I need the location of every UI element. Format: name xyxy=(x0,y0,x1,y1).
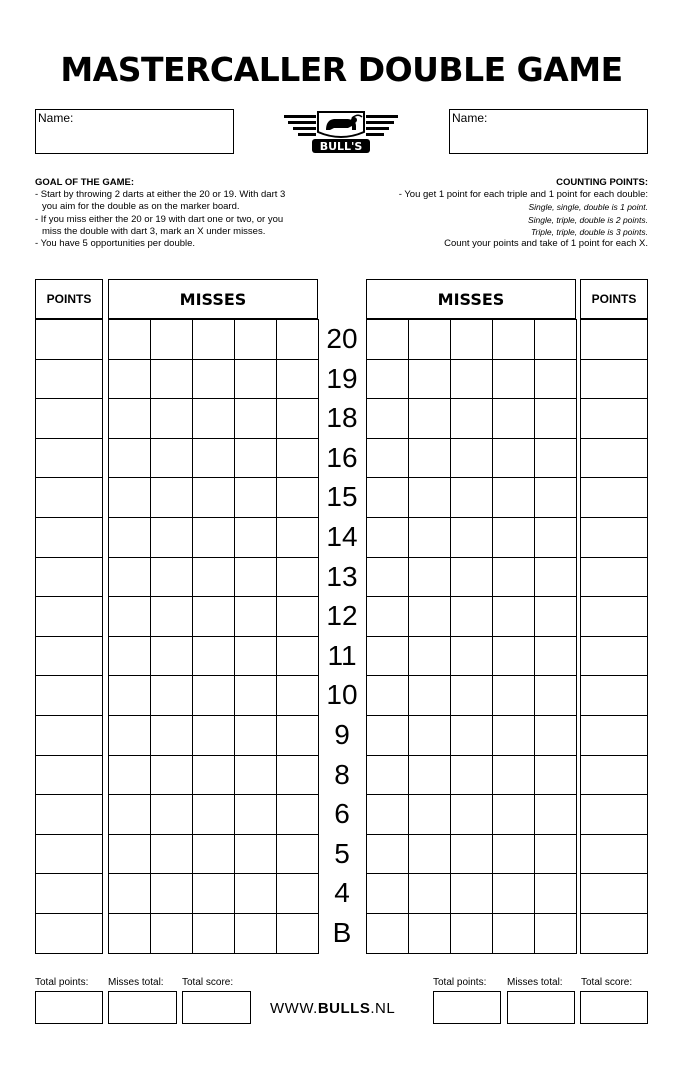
goal-line: - Start by throwing 2 darts at either the 20 or 19. With dart 3 xyxy=(35,189,286,201)
miss-cell-left[interactable] xyxy=(108,675,151,716)
miss-cell-left[interactable] xyxy=(192,319,235,360)
points-cell-left[interactable] xyxy=(35,913,103,954)
miss-cell-right[interactable] xyxy=(366,794,409,835)
total-score-box-right[interactable] xyxy=(580,991,648,1024)
miss-cell-left[interactable] xyxy=(108,834,151,875)
miss-cell-right[interactable] xyxy=(366,557,409,598)
miss-cell-left[interactable] xyxy=(108,398,151,439)
miss-cell-right[interactable] xyxy=(408,715,451,756)
miss-cell-left[interactable] xyxy=(234,398,277,439)
bulls-logo xyxy=(282,108,400,156)
miss-cell-right[interactable] xyxy=(534,398,577,439)
url-suffix: .NL xyxy=(370,1000,396,1017)
miss-cell-right[interactable] xyxy=(534,557,577,598)
miss-cell-left[interactable] xyxy=(192,557,235,598)
miss-cell-right[interactable] xyxy=(366,675,409,716)
miss-cell-right[interactable] xyxy=(492,517,535,558)
points-cell-right[interactable] xyxy=(580,636,648,677)
total-points-box-right[interactable] xyxy=(433,991,501,1024)
miss-cell-right[interactable] xyxy=(450,873,493,914)
url-brand: BULLS xyxy=(317,1000,371,1017)
counting-heading: COUNTING POINTS: xyxy=(556,177,648,188)
total-score-label-right: Total score: xyxy=(581,977,633,988)
target-number: 8 xyxy=(334,758,350,790)
miss-cell-left[interactable] xyxy=(192,359,235,400)
points-cell-right[interactable] xyxy=(580,477,648,518)
points-cell-right[interactable] xyxy=(580,755,648,796)
miss-cell-right[interactable] xyxy=(492,834,535,875)
miss-cell-right[interactable] xyxy=(534,359,577,400)
miss-cell-left[interactable] xyxy=(192,913,235,954)
miss-cell-right[interactable] xyxy=(534,319,577,360)
target-number: 13 xyxy=(326,560,358,592)
miss-cell-right[interactable] xyxy=(450,636,493,677)
miss-cell-left[interactable] xyxy=(150,359,193,400)
miss-cell-left[interactable] xyxy=(108,438,151,479)
points-cell-left[interactable] xyxy=(35,675,103,716)
target-number: 14 xyxy=(326,521,358,552)
miss-cell-right[interactable] xyxy=(408,834,451,875)
miss-cell-left[interactable] xyxy=(150,477,193,518)
points-cell-left[interactable] xyxy=(35,398,103,439)
miss-cell-left[interactable] xyxy=(276,834,319,875)
miss-cell-right[interactable] xyxy=(492,755,535,796)
miss-cell-left[interactable] xyxy=(192,794,235,835)
miss-cell-right[interactable] xyxy=(366,715,409,756)
miss-cell-right[interactable] xyxy=(534,913,577,954)
target-number: 4 xyxy=(334,877,350,909)
miss-cell-left[interactable] xyxy=(276,873,319,914)
logo-text: BULL'S xyxy=(319,140,363,153)
goal-heading: GOAL OF THE GAME: xyxy=(35,177,135,188)
miss-cell-left[interactable] xyxy=(150,596,193,637)
miss-cell-right[interactable] xyxy=(450,477,493,518)
points-cell-right[interactable] xyxy=(580,557,648,598)
points-cell-left[interactable] xyxy=(35,873,103,914)
miss-cell-right[interactable] xyxy=(534,636,577,677)
miss-cell-left[interactable] xyxy=(234,755,277,796)
miss-cell-right[interactable] xyxy=(450,557,493,598)
name-field-left[interactable] xyxy=(35,109,234,154)
goal-line: - You have 5 opportunities per double. xyxy=(35,238,196,250)
miss-cell-right[interactable] xyxy=(450,794,493,835)
miss-cell-right[interactable] xyxy=(408,596,451,637)
miss-cell-right[interactable] xyxy=(492,557,535,598)
miss-cell-right[interactable] xyxy=(408,557,451,598)
miss-cell-right[interactable] xyxy=(450,517,493,558)
points-cell-left[interactable] xyxy=(35,596,103,637)
miss-cell-left[interactable] xyxy=(276,675,319,716)
goal-line: - If you miss either the 20 or 19 with dart one or two, or you xyxy=(35,213,284,225)
miss-cell-right[interactable] xyxy=(534,873,577,914)
page-title: MASTERCALLER DOUBLE GAME xyxy=(60,50,623,89)
goal-line: you aim for the double as on the marker board. xyxy=(42,201,240,213)
miss-cell-right[interactable] xyxy=(492,398,535,439)
target-number: 20 xyxy=(326,323,358,354)
miss-cell-right[interactable] xyxy=(408,636,451,677)
miss-cell-right[interactable] xyxy=(408,794,451,835)
miss-cell-right[interactable] xyxy=(408,438,451,479)
points-cell-left[interactable] xyxy=(35,557,103,598)
miss-cell-left[interactable] xyxy=(108,636,151,677)
miss-cell-left[interactable] xyxy=(150,398,193,439)
miss-cell-right[interactable] xyxy=(534,755,577,796)
miss-cell-right[interactable] xyxy=(408,319,451,360)
miss-cell-left[interactable] xyxy=(234,675,277,716)
miss-cell-left[interactable] xyxy=(234,834,277,875)
miss-cell-left[interactable] xyxy=(108,873,151,914)
points-cell-left[interactable] xyxy=(35,359,103,400)
miss-cell-right[interactable] xyxy=(366,755,409,796)
miss-cell-right[interactable] xyxy=(534,438,577,479)
miss-cell-left[interactable] xyxy=(192,755,235,796)
miss-cell-right[interactable] xyxy=(450,834,493,875)
miss-cell-right[interactable] xyxy=(366,873,409,914)
miss-cell-right[interactable] xyxy=(408,359,451,400)
miss-cell-right[interactable] xyxy=(450,438,493,479)
miss-cell-left[interactable] xyxy=(192,834,235,875)
website-url[interactable] xyxy=(270,1000,395,1017)
miss-cell-right[interactable] xyxy=(534,675,577,716)
miss-cell-left[interactable] xyxy=(150,438,193,479)
miss-cell-right[interactable] xyxy=(492,794,535,835)
miss-cell-left[interactable] xyxy=(276,636,319,677)
name-label-left: Name: xyxy=(38,111,74,125)
miss-cell-right[interactable] xyxy=(492,438,535,479)
miss-cell-right[interactable] xyxy=(492,675,535,716)
url-prefix: WWW. xyxy=(270,1000,318,1017)
points-cell-left[interactable] xyxy=(35,636,103,677)
misses-total-box-right[interactable] xyxy=(507,991,575,1024)
miss-cell-right[interactable] xyxy=(492,319,535,360)
miss-cell-right[interactable] xyxy=(366,596,409,637)
miss-cell-left[interactable] xyxy=(150,319,193,360)
miss-cell-right[interactable] xyxy=(408,398,451,439)
name-label-right: Name: xyxy=(452,111,488,125)
miss-cell-right[interactable] xyxy=(450,715,493,756)
points-cell-left[interactable] xyxy=(35,477,103,518)
points-cell-left[interactable] xyxy=(35,319,103,360)
miss-cell-right[interactable] xyxy=(366,517,409,558)
points-cell-right[interactable] xyxy=(580,794,648,835)
miss-cell-left[interactable] xyxy=(192,398,235,439)
total-points-label-right: Total points: xyxy=(433,977,487,988)
miss-cell-left[interactable] xyxy=(192,596,235,637)
miss-cell-left[interactable] xyxy=(276,794,319,835)
target-number: 11 xyxy=(327,639,357,671)
miss-cell-right[interactable] xyxy=(408,873,451,914)
miss-cell-right[interactable] xyxy=(366,913,409,954)
miss-cell-right[interactable] xyxy=(492,596,535,637)
miss-cell-right[interactable] xyxy=(366,438,409,479)
miss-cell-right[interactable] xyxy=(366,636,409,677)
goal-line: miss the double with dart 3, mark an X under misses. xyxy=(42,225,266,237)
miss-cell-left[interactable] xyxy=(192,438,235,479)
miss-cell-left[interactable] xyxy=(150,834,193,875)
miss-cell-left[interactable] xyxy=(276,359,319,400)
miss-cell-left[interactable] xyxy=(108,557,151,598)
miss-cell-right[interactable] xyxy=(366,477,409,518)
miss-cell-left[interactable] xyxy=(234,794,277,835)
miss-cell-left[interactable] xyxy=(234,715,277,756)
miss-cell-right[interactable] xyxy=(450,319,493,360)
miss-cell-left[interactable] xyxy=(192,873,235,914)
miss-cell-right[interactable] xyxy=(408,675,451,716)
counting-example: Triple, triple, double is 3 points. xyxy=(530,226,648,237)
miss-cell-right[interactable] xyxy=(534,834,577,875)
miss-cell-right[interactable] xyxy=(450,398,493,439)
target-number: 5 xyxy=(334,837,350,869)
misses-header-right: MISSES xyxy=(366,279,576,319)
points-cell-left[interactable] xyxy=(35,755,103,796)
target-number: 10 xyxy=(326,679,358,711)
miss-cell-left[interactable] xyxy=(276,477,319,518)
misses-total-label-right: Misses total: xyxy=(507,977,563,988)
miss-cell-right[interactable] xyxy=(450,596,493,637)
miss-cell-left[interactable] xyxy=(150,794,193,835)
miss-cell-left[interactable] xyxy=(276,913,319,954)
total-score-box-left[interactable] xyxy=(182,991,251,1024)
goal-section xyxy=(35,177,335,250)
miss-cell-right[interactable] xyxy=(492,873,535,914)
miss-cell-left[interactable] xyxy=(276,755,319,796)
miss-cell-left[interactable] xyxy=(150,755,193,796)
points-cell-right[interactable] xyxy=(580,438,648,479)
miss-cell-left[interactable] xyxy=(108,794,151,835)
miss-cell-left[interactable] xyxy=(234,557,277,598)
miss-cell-right[interactable] xyxy=(492,359,535,400)
miss-cell-right[interactable] xyxy=(366,319,409,360)
miss-cell-left[interactable] xyxy=(192,715,235,756)
miss-cell-right[interactable] xyxy=(534,517,577,558)
points-cell-right[interactable] xyxy=(580,596,648,637)
points-header-right: POINTS xyxy=(580,279,648,319)
target-number: 12 xyxy=(326,600,358,632)
miss-cell-left[interactable] xyxy=(108,319,151,360)
points-cell-right[interactable] xyxy=(580,715,648,756)
miss-cell-left[interactable] xyxy=(192,636,235,677)
points-cell-right[interactable] xyxy=(580,913,648,954)
miss-cell-left[interactable] xyxy=(234,873,277,914)
miss-cell-left[interactable] xyxy=(234,913,277,954)
miss-cell-left[interactable] xyxy=(150,675,193,716)
miss-cell-left[interactable] xyxy=(276,517,319,558)
target-number: 6 xyxy=(334,798,350,830)
target-number: B xyxy=(332,917,352,948)
miss-cell-right[interactable] xyxy=(366,398,409,439)
target-number: 19 xyxy=(326,362,358,394)
miss-cell-right[interactable] xyxy=(450,913,493,954)
miss-cell-left[interactable] xyxy=(234,359,277,400)
miss-cell-right[interactable] xyxy=(450,359,493,400)
points-cell-left[interactable] xyxy=(35,794,103,835)
miss-cell-right[interactable] xyxy=(534,596,577,637)
miss-cell-right[interactable] xyxy=(450,675,493,716)
miss-cell-left[interactable] xyxy=(192,517,235,558)
miss-cell-right[interactable] xyxy=(408,755,451,796)
miss-cell-left[interactable] xyxy=(276,596,319,637)
miss-cell-left[interactable] xyxy=(150,715,193,756)
miss-cell-left[interactable] xyxy=(234,438,277,479)
misses-total-label-left: Misses total: xyxy=(108,977,164,988)
target-number: 15 xyxy=(326,481,358,513)
miss-cell-right[interactable] xyxy=(534,715,577,756)
points-cell-left[interactable] xyxy=(35,834,103,875)
counting-example: Single, triple, double is 2 points. xyxy=(527,214,648,225)
miss-cell-left[interactable] xyxy=(108,477,151,518)
miss-cell-right[interactable] xyxy=(408,477,451,518)
miss-cell-left[interactable] xyxy=(234,477,277,518)
miss-cell-left[interactable] xyxy=(108,517,151,558)
miss-cell-left[interactable] xyxy=(234,319,277,360)
miss-cell-left[interactable] xyxy=(276,398,319,439)
target-number: 9 xyxy=(334,719,350,750)
total-points-box-left[interactable] xyxy=(35,991,103,1024)
miss-cell-left[interactable] xyxy=(150,557,193,598)
miss-cell-left[interactable] xyxy=(150,873,193,914)
total-score-label-left: Total score: xyxy=(182,977,234,988)
miss-cell-left[interactable] xyxy=(234,517,277,558)
target-number: 16 xyxy=(326,441,358,473)
miss-cell-left[interactable] xyxy=(108,596,151,637)
miss-cell-left[interactable] xyxy=(108,715,151,756)
points-cell-left[interactable] xyxy=(35,517,103,558)
miss-cell-right[interactable] xyxy=(408,913,451,954)
counting-line: Count your points and take of 1 point for each X. xyxy=(444,238,648,250)
miss-cell-left[interactable] xyxy=(192,675,235,716)
misses-total-box-left[interactable] xyxy=(108,991,177,1024)
miss-cell-right[interactable] xyxy=(492,636,535,677)
miss-cell-right[interactable] xyxy=(534,477,577,518)
points-cell-right[interactable] xyxy=(580,873,648,914)
miss-cell-left[interactable] xyxy=(150,517,193,558)
total-points-label-left: Total points: xyxy=(35,977,89,988)
miss-cell-left[interactable] xyxy=(108,913,151,954)
points-cell-right[interactable] xyxy=(580,517,648,558)
miss-cell-left[interactable] xyxy=(276,715,319,756)
counting-line: - You get 1 point for each triple and 1 point for each double: xyxy=(398,189,648,201)
counting-example: Single, single, double is 1 point. xyxy=(528,202,648,213)
miss-cell-left[interactable] xyxy=(150,636,193,677)
miss-cell-right[interactable] xyxy=(450,755,493,796)
miss-cell-right[interactable] xyxy=(366,359,409,400)
misses-header-left: MISSES xyxy=(108,279,318,319)
miss-cell-left[interactable] xyxy=(108,755,151,796)
points-cell-right[interactable] xyxy=(580,319,648,360)
target-number: 18 xyxy=(326,402,358,434)
points-cell-right[interactable] xyxy=(580,675,648,716)
miss-cell-right[interactable] xyxy=(534,794,577,835)
points-header-left: POINTS xyxy=(35,279,103,319)
miss-cell-right[interactable] xyxy=(366,834,409,875)
miss-cell-left[interactable] xyxy=(276,438,319,479)
miss-cell-left[interactable] xyxy=(234,636,277,677)
points-cell-right[interactable] xyxy=(580,398,648,439)
miss-cell-left[interactable] xyxy=(234,596,277,637)
points-cell-right[interactable] xyxy=(580,834,648,875)
name-field-right[interactable] xyxy=(449,109,648,154)
miss-cell-right[interactable] xyxy=(492,477,535,518)
points-cell-left[interactable] xyxy=(35,438,103,479)
miss-cell-right[interactable] xyxy=(492,913,535,954)
points-cell-right[interactable] xyxy=(580,359,648,400)
miss-cell-left[interactable] xyxy=(276,319,319,360)
miss-cell-right[interactable] xyxy=(492,715,535,756)
miss-cell-left[interactable] xyxy=(108,359,151,400)
miss-cell-left[interactable] xyxy=(276,557,319,598)
miss-cell-left[interactable] xyxy=(150,913,193,954)
counting-section xyxy=(340,177,648,250)
miss-cell-right[interactable] xyxy=(408,517,451,558)
miss-cell-left[interactable] xyxy=(192,477,235,518)
points-cell-left[interactable] xyxy=(35,715,103,756)
